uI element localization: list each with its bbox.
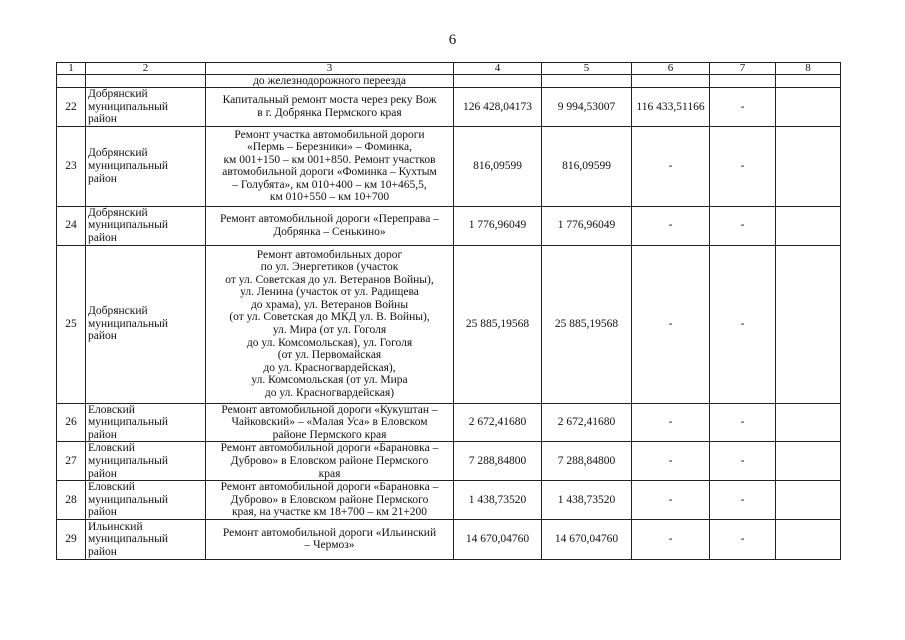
amount-col-4: 1 438,73520	[454, 481, 542, 520]
amount-col-6: -	[632, 206, 710, 245]
amount-col-7: -	[710, 245, 776, 403]
object-description	[206, 481, 454, 520]
object-line: ул. Ленина (участок от ул. Радищева	[240, 286, 419, 299]
district-line: район	[88, 545, 117, 558]
district-name	[86, 442, 206, 481]
object-line: автомобильной дороги «Фоминка – Кухтым	[222, 166, 437, 179]
row-number: 22	[57, 88, 86, 127]
amount-col-6: -	[632, 481, 710, 520]
header-col-1: 1	[57, 63, 86, 75]
object-line: Чайковский» – «Малая Уса» в Еловском	[231, 416, 428, 429]
object-line: Ремонт автомобильной дороги «Кукуштан –	[221, 403, 438, 416]
amount-col-8	[776, 88, 841, 127]
object-description	[206, 88, 454, 127]
district-line: муниципальный	[88, 533, 169, 546]
continuation-cell-5	[542, 75, 632, 88]
district-name	[86, 88, 206, 127]
amount-col-6: -	[632, 442, 710, 481]
amount-col-4: 126 428,04173	[454, 88, 542, 127]
amount-col-5: 14 670,04760	[542, 519, 632, 559]
header-col-7: 7	[710, 63, 776, 75]
row-number: 25	[57, 245, 86, 403]
object-description	[206, 519, 454, 559]
district-line: муниципальный	[88, 159, 169, 172]
district-line: муниципальный	[88, 493, 169, 506]
object-description	[206, 442, 454, 481]
header-col-3: 3	[206, 63, 454, 75]
object-description	[206, 403, 454, 442]
amount-col-5: 25 885,19568	[542, 245, 632, 403]
header-col-2: 2	[86, 63, 206, 75]
amount-col-4: 2 672,41680	[454, 403, 542, 442]
amount-col-5: 2 672,41680	[542, 403, 632, 442]
amount-col-8	[776, 481, 841, 520]
object-line: Ремонт автомобильных дорог	[256, 248, 403, 261]
district-name	[86, 245, 206, 403]
object-line: ул. Комсомольская (от ул. Мира	[251, 374, 408, 387]
district-name	[86, 519, 206, 559]
object-line: Ремонт автомобильной дороги «Переправа –	[220, 213, 439, 226]
object-description	[206, 206, 454, 245]
object-line: Ремонт автомобильной дороги «Барановка –	[220, 442, 439, 455]
amount-col-4: 1 776,96049	[454, 206, 542, 245]
amount-col-7: -	[710, 442, 776, 481]
table-header-row	[57, 63, 841, 75]
object-line: Добрянка – Сенькино»	[273, 225, 386, 238]
district-line: муниципальный	[88, 317, 169, 330]
amount-col-7: -	[710, 519, 776, 559]
table-row	[57, 88, 841, 127]
district-line: Добрянский	[88, 305, 148, 318]
object-line: (от ул. Советская до МКД ул. В. Войны),	[229, 311, 430, 324]
object-line: Ремонт участка автомобильной дороги	[234, 128, 425, 141]
district-name	[86, 126, 206, 206]
district-line: Добрянский	[88, 88, 148, 100]
amount-col-8	[776, 126, 841, 206]
amount-col-7: -	[710, 88, 776, 127]
district-line: Еловский	[88, 403, 135, 416]
district-name	[86, 481, 206, 520]
object-line: края, на участке км 18+700 – км 21+200	[231, 506, 428, 519]
district-line: муниципальный	[88, 416, 169, 429]
amount-col-4: 7 288,84800	[454, 442, 542, 481]
page-number: 6	[448, 32, 457, 48]
district-line: Еловский	[88, 481, 135, 494]
header-col-6: 6	[632, 63, 710, 75]
object-line: районе Пермского края	[272, 428, 387, 441]
amount-col-7: -	[710, 481, 776, 520]
object-line: Дуброво» в Еловском районе Пермского	[230, 493, 429, 506]
object-line: до ул. Красногвардейская),	[263, 361, 396, 374]
continuation-cell-8	[776, 75, 841, 88]
continuation-cell-2	[86, 75, 206, 88]
table-row	[57, 481, 841, 520]
header-col-5: 5	[542, 63, 632, 75]
object-description	[206, 126, 454, 206]
table-row	[57, 403, 841, 442]
amount-col-7: -	[710, 403, 776, 442]
amount-col-5: 7 288,84800	[542, 442, 632, 481]
amount-col-8	[776, 442, 841, 481]
object-line: Капитальный ремонт моста через реку Вож	[222, 94, 437, 107]
object-line: Дуброво» в Еловском районе Пермского	[230, 454, 429, 467]
amount-col-8	[776, 245, 841, 403]
district-name	[86, 403, 206, 442]
row-number: 24	[57, 206, 86, 245]
object-line: Ремонт автомобильной дороги «Ильинский	[222, 526, 437, 539]
amount-col-5: 816,09599	[542, 126, 632, 206]
table-row	[57, 245, 841, 403]
amount-col-6: 116 433,51166	[632, 88, 710, 127]
amount-col-7: -	[710, 206, 776, 245]
amount-col-4: 14 670,04760	[454, 519, 542, 559]
amount-col-4: 816,09599	[454, 126, 542, 206]
object-line: края	[318, 467, 341, 480]
district-line: Еловский	[88, 442, 135, 455]
header-col-8: 8	[776, 63, 841, 75]
district-line: район	[88, 467, 117, 480]
amount-col-5: 1 776,96049	[542, 206, 632, 245]
continuation-row	[57, 75, 841, 88]
object-line: км 010+550 – км 10+700	[269, 191, 390, 204]
district-line: Добрянский	[88, 147, 148, 160]
amount-col-5: 1 438,73520	[542, 481, 632, 520]
amount-col-8	[776, 519, 841, 559]
object-description	[206, 245, 454, 403]
continuation-object-text: до железнодорожного переезда	[206, 75, 454, 88]
continuation-cell-1	[57, 75, 86, 88]
object-line: в г. Добрянка Пермского края	[257, 106, 402, 119]
amount-col-8	[776, 206, 841, 245]
object-line: по ул. Энергетиков (участок	[260, 261, 399, 274]
object-line: (от ул. Первомайская	[277, 349, 382, 362]
continuation-cell-4	[454, 75, 542, 88]
district-line: Добрянский	[88, 206, 148, 219]
object-line: – Голубята», км 010+400 – км 10+465,5,	[232, 178, 427, 191]
district-line: муниципальный	[88, 100, 169, 113]
object-line: до ул. Комсомольская), ул. Гоголя	[246, 336, 413, 349]
table-row	[57, 126, 841, 206]
amount-col-6: -	[632, 403, 710, 442]
object-line: «Пермь – Березники» – Фоминка,	[247, 141, 412, 154]
amount-col-6: -	[632, 519, 710, 559]
district-line: район	[88, 428, 117, 441]
object-line: до ул. Красногвардейская)	[264, 387, 395, 400]
header-col-4: 4	[454, 63, 542, 75]
district-line: район	[88, 506, 117, 519]
district-line: Ильинский	[88, 520, 143, 533]
table-row	[57, 442, 841, 481]
object-line: ул. Мира (от ул. Гоголя	[272, 324, 387, 337]
row-number: 29	[57, 519, 86, 559]
amount-col-6: -	[632, 245, 710, 403]
continuation-cell-6	[632, 75, 710, 88]
district-line: район	[88, 231, 117, 244]
district-line: район	[88, 172, 117, 185]
amount-col-4: 25 885,19568	[454, 245, 542, 403]
continuation-cell-7	[710, 75, 776, 88]
amount-col-8	[776, 403, 841, 442]
object-line: – Чермоз»	[304, 539, 355, 552]
row-number: 23	[57, 126, 86, 206]
row-number: 26	[57, 403, 86, 442]
district-line: район	[88, 113, 117, 126]
budget-table	[56, 62, 841, 560]
district-line: муниципальный	[88, 219, 169, 232]
object-line: до храма), ул. Ветеранов Войны	[250, 298, 409, 311]
amount-col-6: -	[632, 126, 710, 206]
district-line: муниципальный	[88, 454, 169, 467]
district-line: район	[88, 330, 117, 343]
object-line: от ул. Советская до ул. Ветеранов Войны),	[225, 273, 434, 286]
row-number: 27	[57, 442, 86, 481]
object-line: км 001+150 – км 001+850. Ремонт участков	[223, 153, 436, 166]
table-row	[57, 519, 841, 559]
object-line: Ремонт автомобильной дороги «Барановка –	[220, 481, 439, 494]
district-name	[86, 206, 206, 245]
table-row	[57, 206, 841, 245]
amount-col-7: -	[710, 126, 776, 206]
row-number: 28	[57, 481, 86, 520]
amount-col-5: 9 994,53007	[542, 88, 632, 127]
